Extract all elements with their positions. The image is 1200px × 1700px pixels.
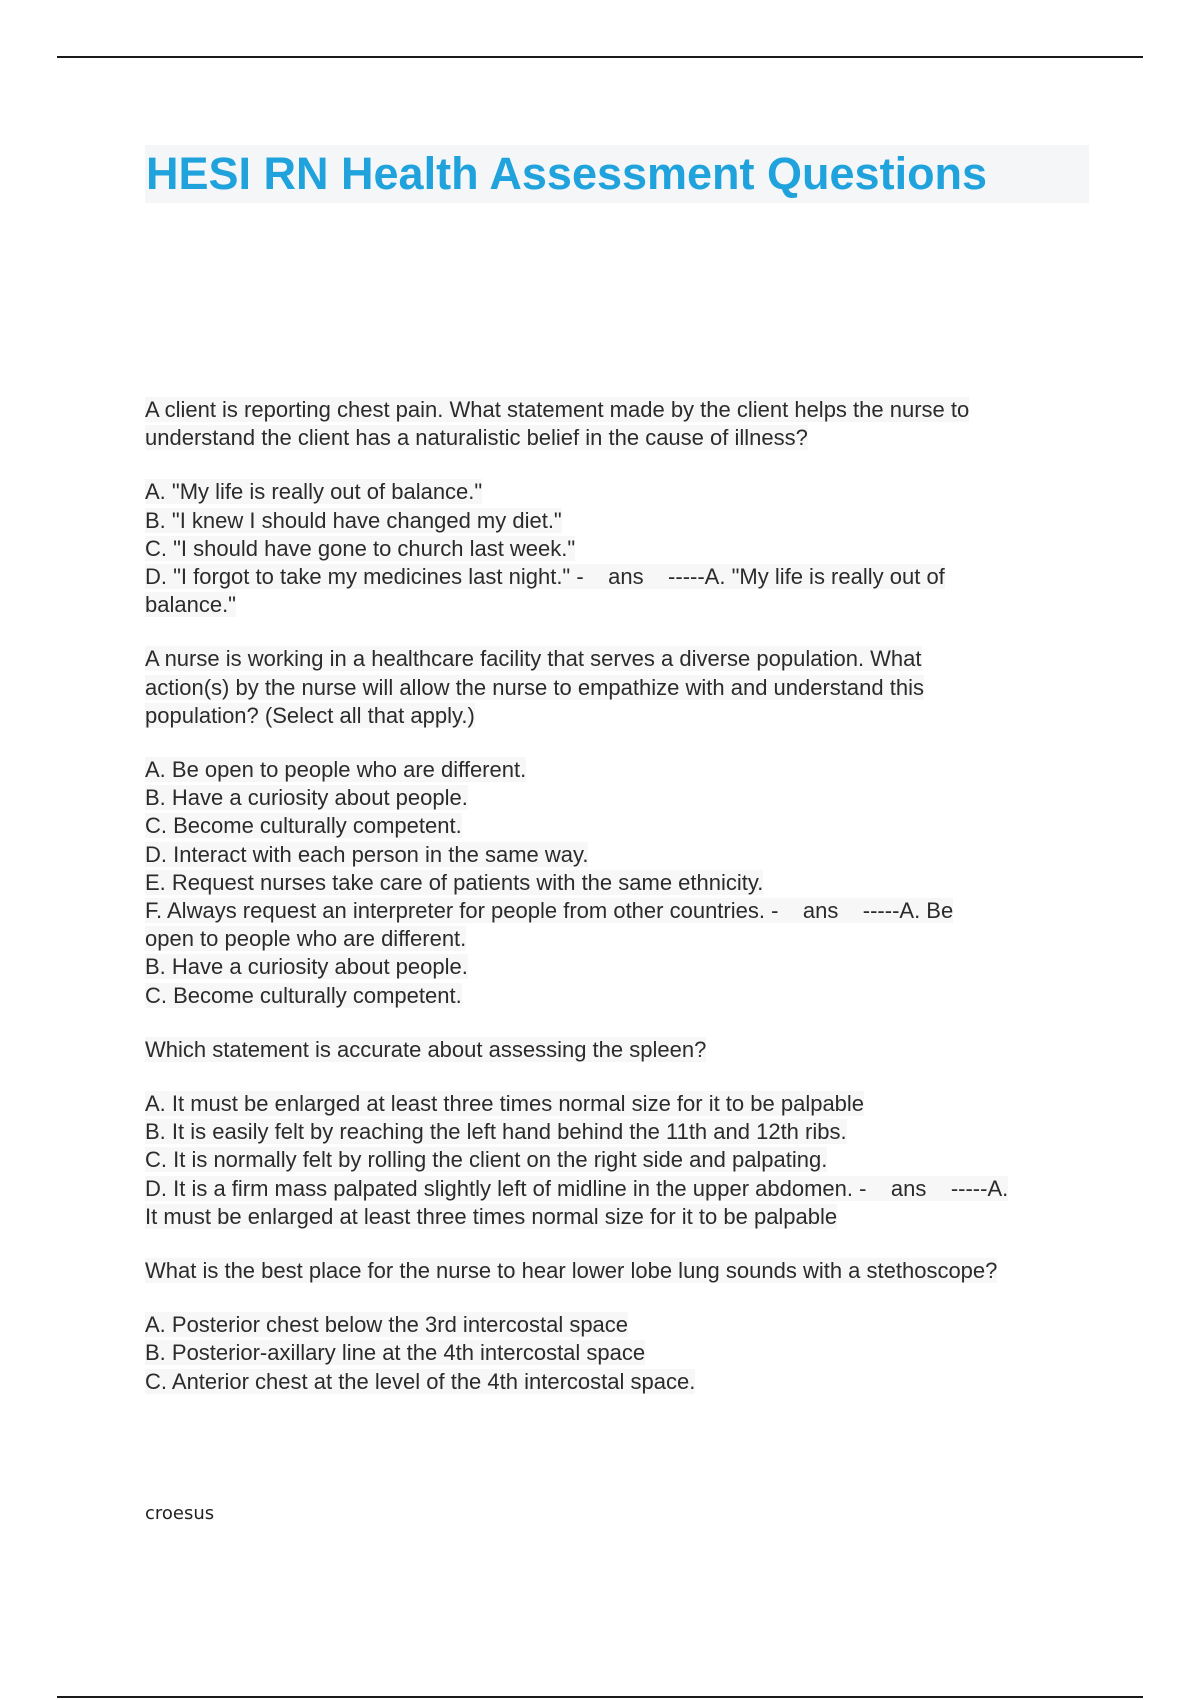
answer-option: E. Request nurses take care of patients with the same ethnicity. — [145, 869, 764, 895]
answer-option: B. Have a curiosity about people. — [145, 785, 468, 811]
top-rule — [57, 56, 1143, 58]
answer-option: A. Be open to people who are different. — [145, 757, 527, 783]
question-stem-line: A nurse is working in a healthcare facility that serves a diverse population. What — [145, 646, 922, 672]
answer-options — [145, 1311, 1095, 1396]
answer-option: A. It must be enlarged at least three times normal size for it to be palpable — [145, 1091, 865, 1117]
question-stem-line: population? (Select all that apply.) — [145, 702, 475, 728]
question-stem-line: understand the client has a naturalistic belief in the cause of illness? — [145, 425, 808, 451]
answer-option: B. Posterior-axillary line at the 4th intercostal space — [145, 1340, 646, 1366]
question-stem — [145, 1257, 1095, 1285]
question-stem — [145, 396, 1095, 452]
answer-options — [145, 756, 1095, 1010]
footer-watermark: croesus — [145, 1503, 215, 1524]
answer-option-with-key: F. Always request an interpreter for people from other countries. - ans -----A. Be — [145, 898, 954, 924]
answer-option: B. "I knew I should have changed my diet." — [145, 507, 562, 533]
answer-key-continuation: C. Become culturally competent. — [145, 982, 462, 1008]
question-list — [145, 396, 1095, 1422]
answer-option: C. Anterior chest at the level of the 4th intercostal space. — [145, 1368, 696, 1394]
answer-option: A. Posterior chest below the 3rd intercostal space — [145, 1312, 629, 1338]
question-stem — [145, 1036, 1095, 1064]
answer-option: B. It is easily felt by reaching the left hand behind the 11th and 12th ribs. — [145, 1119, 847, 1145]
answer-options — [145, 1090, 1095, 1231]
question-stem-line: A client is reporting chest pain. What statement made by the client helps the nurse to — [145, 397, 970, 422]
answer-option-with-key: D. "I forgot to take my medicines last night." - ans -----A. "My life is really out of — [145, 564, 945, 590]
answer-key-continuation: balance." — [145, 592, 236, 618]
question-stem-line: action(s) by the nurse will allow the nurse to empathize with and understand this — [145, 674, 924, 700]
answer-option: A. "My life is really out of balance." — [145, 479, 483, 505]
answer-option: C. "I should have gone to church last week." — [145, 535, 576, 561]
answer-options — [145, 478, 1095, 619]
bottom-rule — [57, 1696, 1143, 1698]
question-stem-line: Which statement is accurate about assessing the spleen? — [145, 1036, 707, 1062]
question-stem — [145, 645, 1095, 730]
answer-option: C. Become culturally competent. — [145, 813, 462, 839]
document-title: HESI RN Health Assessment Questions — [146, 148, 988, 199]
question-stem-line: What is the best place for the nurse to hear lower lobe lung sounds with a stethoscope? — [145, 1258, 998, 1284]
answer-option: C. It is normally felt by rolling the client on the right side and palpating. — [145, 1147, 828, 1173]
answer-option: D. Interact with each person in the same way. — [145, 841, 589, 867]
answer-key-continuation: B. Have a curiosity about people. — [145, 954, 468, 980]
answer-key-continuation: open to people who are different. — [145, 926, 467, 952]
answer-option-with-key: D. It is a firm mass palpated slightly left of midline in the upper abdomen. - ans -----A. — [145, 1175, 1009, 1201]
answer-key-continuation: It must be enlarged at least three times normal size for it to be palpable — [145, 1203, 838, 1229]
